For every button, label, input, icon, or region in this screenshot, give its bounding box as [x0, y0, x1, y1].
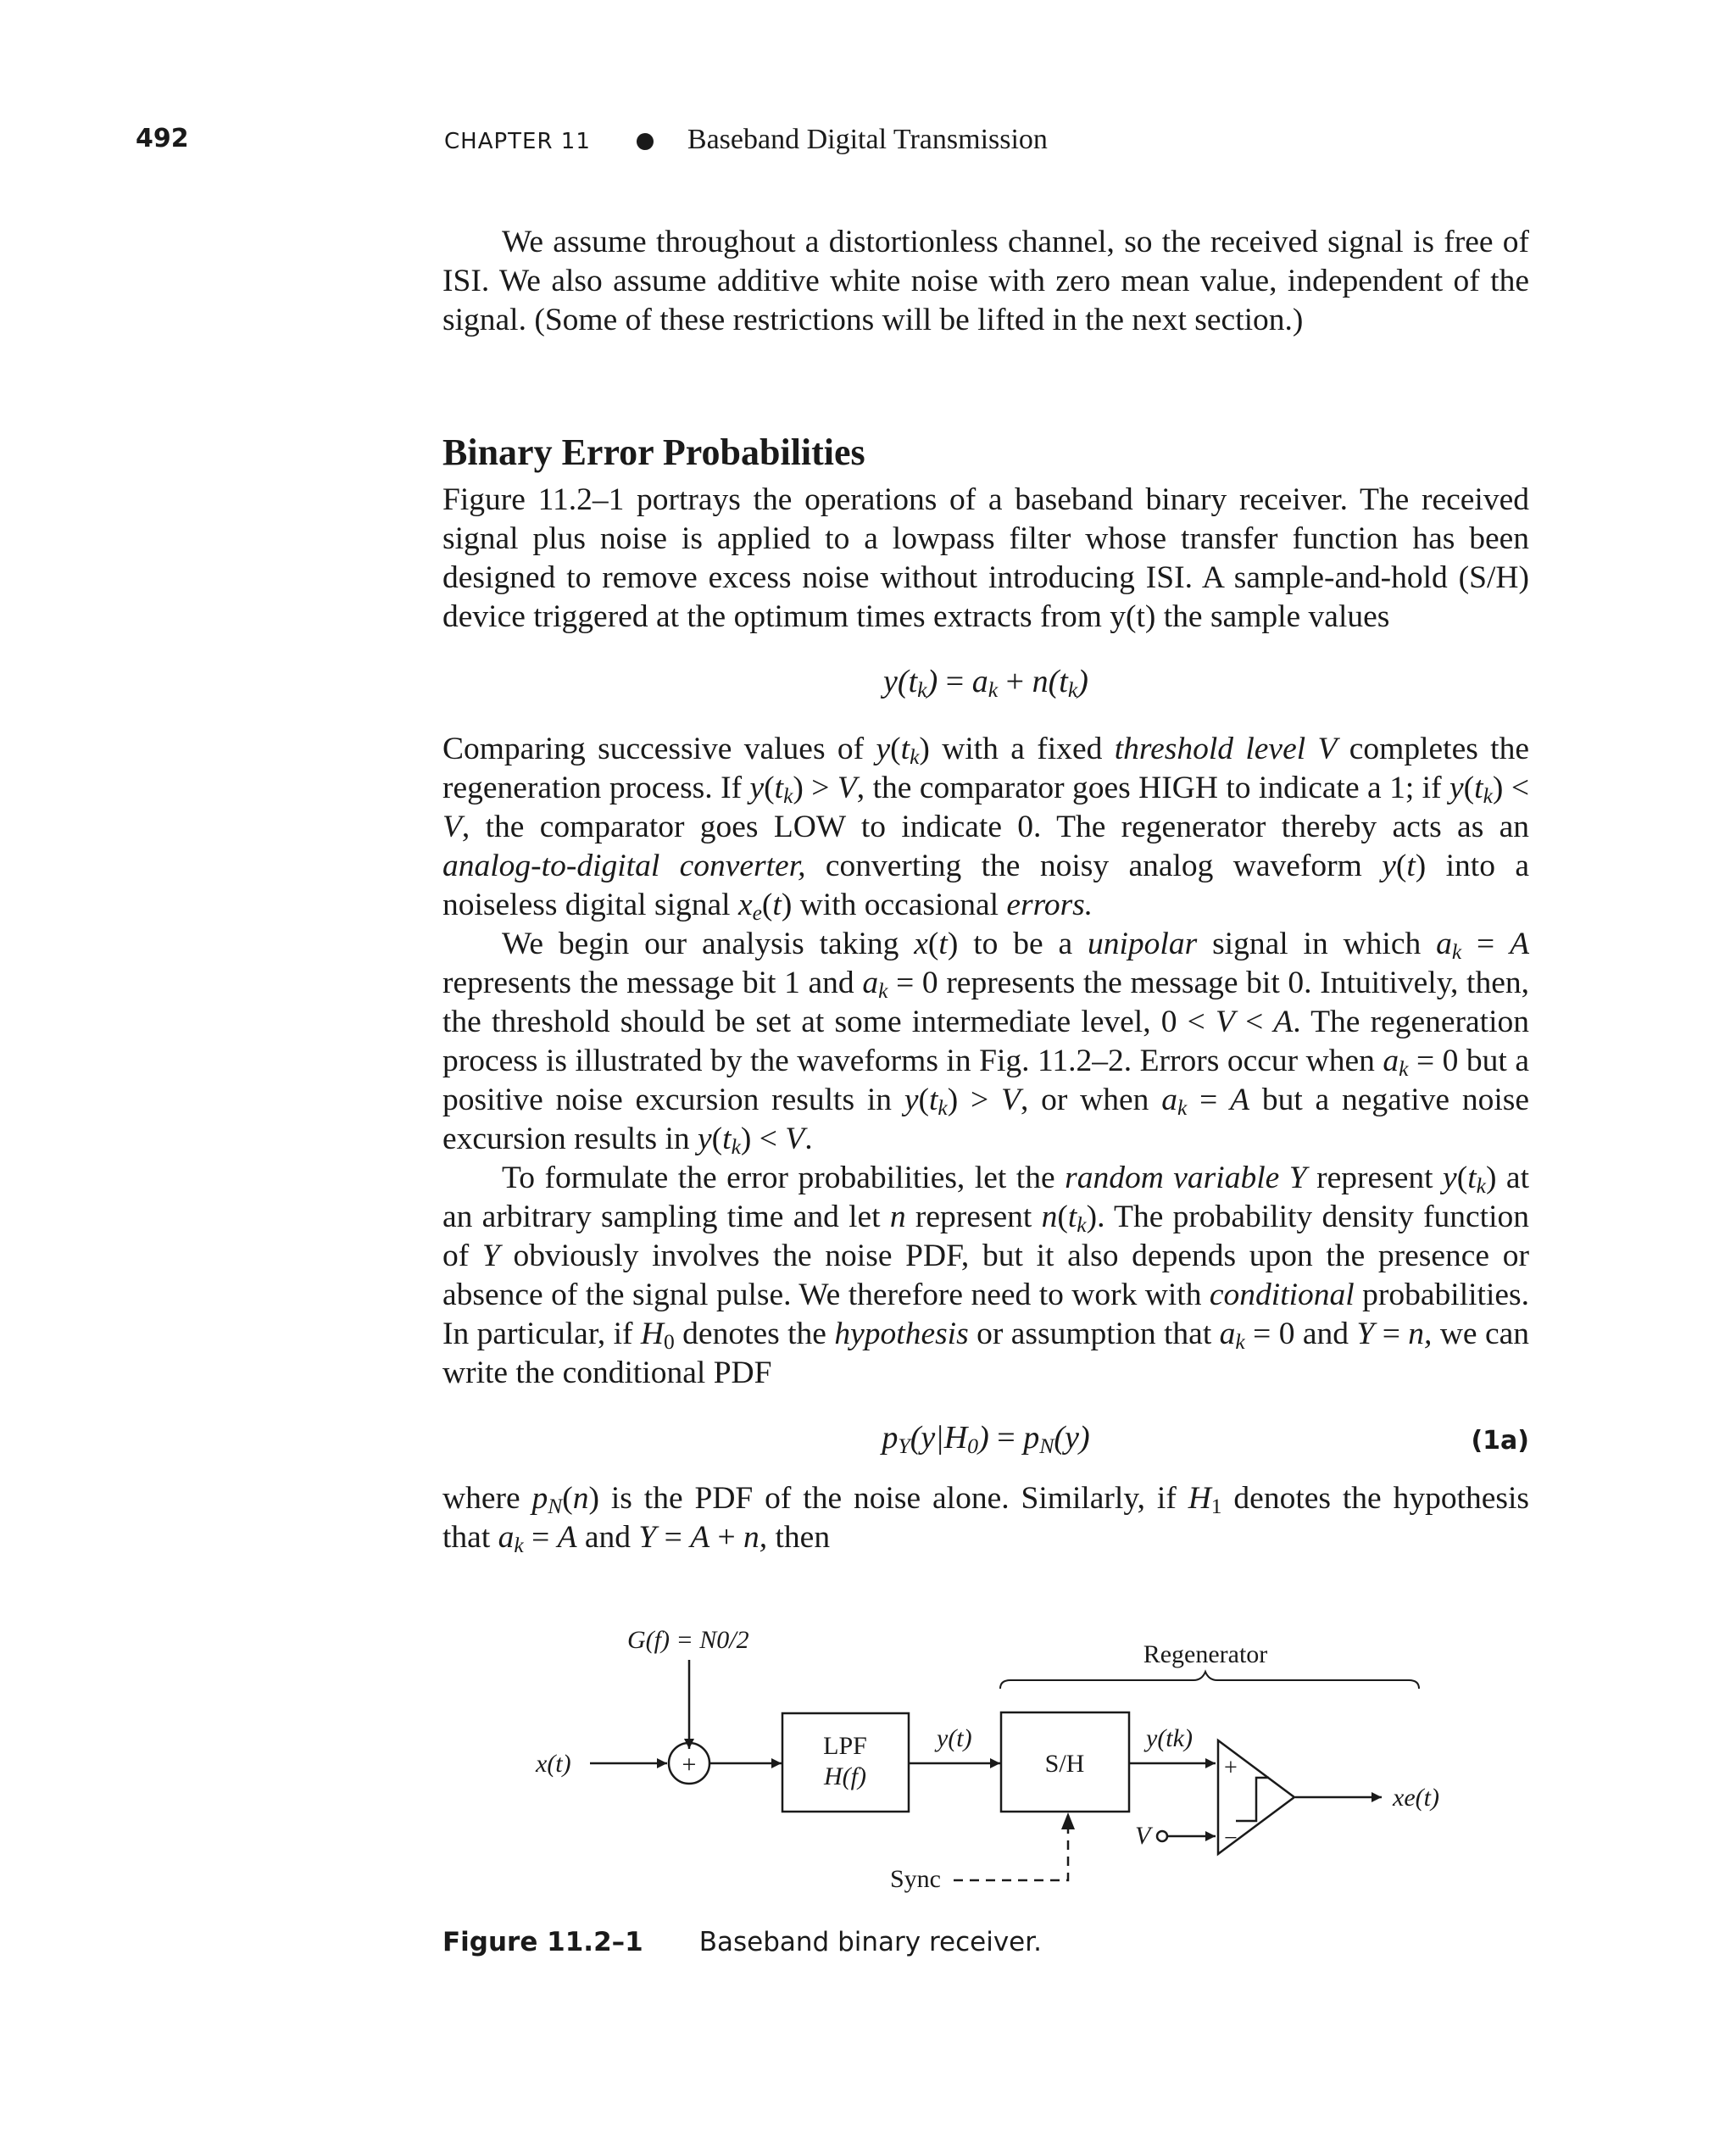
threshold-terminal — [1157, 1831, 1167, 1841]
paragraph-receiver: Figure 11.2–1 portrays the operations of a baseband binary receiver. The received signal plus noise is applied to a lowpass filter whose transfer function has been designed to remove excess noise without introducing ISI. A sample-and-hold (S/H) device triggered at the optimum times extracts from y(t) the sample values — [442, 482, 1529, 634]
equation-number: (1a) — [1471, 1426, 1529, 1456]
page-number: 492 — [136, 124, 189, 153]
chapter-title: Baseband Digital Transmission — [687, 124, 1048, 155]
regenerator-brace — [1000, 1672, 1419, 1689]
regenerator-label: Regenerator — [1143, 1640, 1268, 1668]
sync-arrowhead — [1061, 1812, 1075, 1829]
noise-psd-label: G(f) = N0/2 — [627, 1626, 749, 1654]
sh-output-label: y(tk) — [1146, 1724, 1193, 1752]
figure-caption — [442, 1927, 1042, 1957]
lpf-transfer-label: H(f) — [824, 1762, 866, 1790]
paragraph-intro: We assume throughout a distortionless channel, so the received signal is free of ISI. We also assume additive white noise with zero mean value, independent of the signal. (Some of these restrictions will be lifted in the next section.) — [442, 225, 1529, 337]
paragraph-comparator: Comparing successive values of $y(t_k)$ with a fixed threshold level V completes the regeneration process. If $y(t_k) > V$, the comparator goes HIGH to indicate a 1; if $y(t_k) < V$, the comparator goes LOW to indicate 0. The regenerator thereby acts as an analog-to-digital converter, converting the noisy analog waveform y(t) into a noiseless digital signal $x_e(t)$ with occasional errors. — [442, 732, 1529, 925]
sample-hold-label: S/H — [1044, 1750, 1085, 1778]
step-function-icon — [1236, 1778, 1269, 1821]
lpf-output-label: y(t) — [937, 1724, 972, 1752]
figure-caption-label: Figure 11.2–1 — [442, 1927, 643, 1957]
paragraph-unipolar: We begin our analysis taking x(t) to be a unipolar signal in which $a_k = A$ represents the message bit 1 and $a_k = 0$ represents the message bit 0. Intuitively, then, the threshold should be set at some intermediate level, 0 < V < A. The regeneration process is illustrated by the waveforms in Fig. 11.2–2. Errors occur when $a_k = 0$ but a positive noise excursion results in $y(t_k) > V$, or when $a_k = A$ but a negative noise excursion results in $y(t_k) < V$. — [442, 927, 1530, 1159]
sync-label: Sync — [890, 1865, 941, 1893]
section-title: Binary Error Probabilities — [442, 431, 865, 473]
paragraph-error-probabilities: To formulate the error probabilities, let the random variable Y represent $y(t_k)$ at an arbitrary sampling time and let n represent $n(t_k)$. The probability density function of Y obviously involves the noise PDF, but it also depends upon the presence or absence of the signal pulse. We therefore need to work with conditional probabilities. In particular, if $H_0$ denotes the hypothesis or assumption that $a_k = 0$ and Y = n, we can write the conditional PDF — [442, 1161, 1530, 1390]
equation-1a: $p_Y(y|H_0) = p_N(y)$ (1a) — [442, 1418, 1529, 1457]
equation-sample-values: $y(t_k) = a_k + n(t_k)$ — [883, 664, 1088, 702]
chapter-label: CHAPTER 11 — [444, 129, 591, 154]
sync-dashed-line — [954, 1816, 1068, 1880]
lpf-label: LPF — [823, 1732, 867, 1760]
comparator-plus: + — [1224, 1755, 1238, 1781]
figure-caption-text: Baseband binary receiver. — [698, 1927, 1042, 1957]
summing-plus: + — [682, 1751, 697, 1779]
input-signal-label: x(t) — [536, 1750, 571, 1778]
threshold-label: V — [1135, 1822, 1151, 1850]
output-signal-label: xe(t) — [1393, 1784, 1439, 1812]
paragraph-hypothesis-h1: where $p_N(n)$ is the PDF of the noise alone. Similarly, if $H_1$ denotes the hypothesis that $a_k = A$ and Y = A + n, then — [442, 1481, 1529, 1557]
comparator-minus: − — [1224, 1825, 1238, 1851]
